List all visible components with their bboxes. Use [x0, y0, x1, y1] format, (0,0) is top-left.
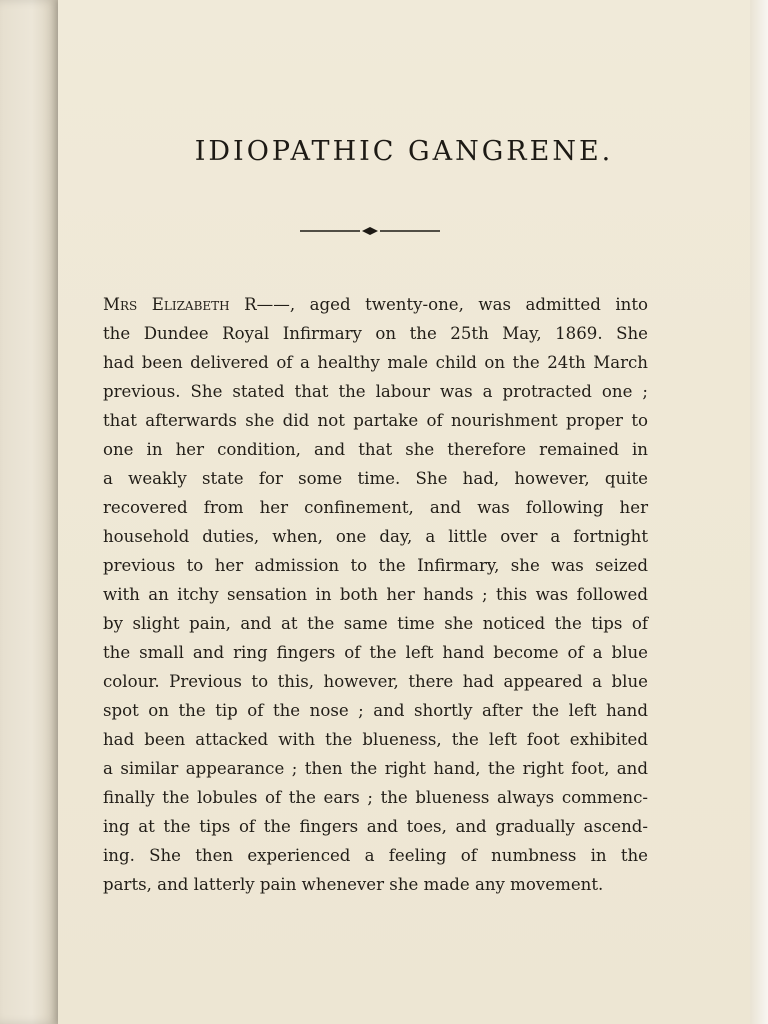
- page-edge-right: [750, 0, 768, 1024]
- body-line: spot on the tip of the nose ; and shortly after the left hand: [103, 701, 648, 720]
- body-line: that afterwards she did not partake of nourishment proper to: [103, 411, 648, 430]
- body-line: the Dundee Royal Infirmary on the 25th May, 1869. She: [103, 324, 648, 343]
- body-line: recovered from her confinement, and was following her: [103, 498, 648, 517]
- body-line: ing. She then experienced a feeling of numbness in the: [103, 846, 648, 865]
- article-body: [103, 290, 648, 899]
- body-line: finally the lobules of the ears ; the blueness always commenc-: [103, 788, 648, 807]
- body-line: ing at the tips of the fingers and toes, and gradually ascend-: [103, 817, 648, 836]
- body-line: had been attacked with the blueness, the left foot exhibited: [103, 730, 648, 749]
- facing-page-edge: [0, 0, 58, 1024]
- body-line: previous. She stated that the labour was a protracted one ;: [103, 382, 648, 401]
- body-line: a similar appearance ; then the right hand, the right foot, and: [103, 759, 648, 778]
- body-line: Mrs Elizabeth R——, aged twenty-one, was admitted into: [103, 295, 648, 314]
- body-line: by slight pain, and at the same time she noticed the tips of: [103, 614, 648, 633]
- body-line: had been delivered of a healthy male child on the 24th March: [103, 353, 648, 372]
- body-line: with an itchy sensation in both her hands ; this was followed: [103, 585, 648, 604]
- body-line: previous to her admission to the Infirmary, she was seized: [103, 556, 648, 575]
- body-line: colour. Previous to this, however, there had appeared a blue: [103, 672, 648, 691]
- body-line: a weakly state for some time. She had, however, quite: [103, 469, 648, 488]
- title-rule-ornament-icon: [300, 224, 440, 238]
- body-line: the small and ring fingers of the left hand become of a blue: [103, 643, 648, 662]
- page-title: IDIOPATHIC GANGRENE.: [194, 136, 614, 167]
- body-line: household duties, when, one day, a little over a fortnight: [103, 527, 648, 546]
- patient-name: Mrs Elizabeth R——,: [103, 295, 296, 314]
- body-line: one in her condition, and that she therefore remained in: [103, 440, 648, 459]
- body-line: parts, and latterly pain whenever she made any movement.: [103, 875, 604, 894]
